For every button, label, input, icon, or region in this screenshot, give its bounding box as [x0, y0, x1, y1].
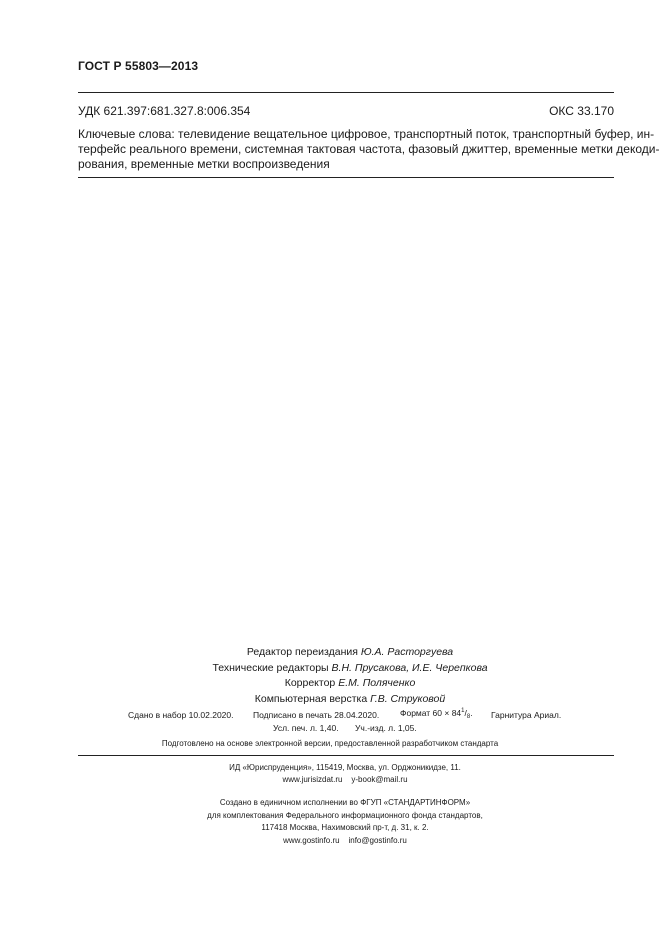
corrector-name: Е.М. Поляченко: [338, 677, 416, 689]
print-sheets: Усл. печ. л. 1,40.: [273, 723, 339, 733]
publisher-site[interactable]: www.jurisizdat.ru: [282, 775, 343, 784]
tech-editors-line: [150, 661, 550, 677]
oks-code: ОКС 33.170: [549, 104, 614, 118]
producer-address: 117418 Москва, Нахимовский пр-т, д. 31, к. 2.: [261, 823, 429, 832]
corrector-label: Корректор: [284, 677, 336, 689]
producer-block: [95, 797, 595, 847]
producer-line: Создано в единичном исполнении во ФГУП «СТАНДАРТИНФОРМ»: [219, 798, 471, 807]
keywords-line: рования, временные метки воспроизведения: [78, 157, 330, 171]
editor-label: Редактор переиздания: [246, 646, 358, 658]
credits-block: [150, 645, 550, 707]
layout-label: Компьютерная верстка: [254, 692, 368, 705]
keywords-line: Ключевые слова: телевидение вещательное цифровое, транспортный поток, транспортный буфер, ин-: [78, 127, 655, 141]
format-numerator: 1: [461, 708, 465, 714]
layout-line: [150, 692, 550, 708]
format-prefix: Формат 60 × 84: [400, 708, 462, 718]
layout-name: Г.В. Струковой: [370, 692, 446, 705]
keywords-block: [78, 127, 660, 172]
editor-name: Ю.А. Расторгуева: [360, 646, 454, 658]
standard-number: ГОСТ Р 55803—2013: [78, 59, 199, 73]
producer-site[interactable]: www.gostinfo.ru: [283, 835, 340, 845]
publisher-block: [95, 762, 595, 786]
imprint-divider: [78, 755, 614, 756]
publisher-address: ИД «Юриспруденция», 115419, Москва, ул. Орджоникидзе, 11.: [229, 763, 461, 772]
keywords-line: терфейс реального времени, системная тактовая частота, фазовый джиттер, временные метки декоди-: [78, 142, 660, 156]
typeface-info: Гарнитура Ариал.: [491, 710, 562, 720]
corrector-line: [150, 676, 550, 692]
signed-date: Подписано в печать 28.04.2020.: [253, 710, 380, 720]
udk-code: УДК 621.397:681.327.8:006.354: [78, 104, 251, 118]
editor-line: [150, 645, 550, 661]
print-format: Формат $60 \times 84^1/_8$.: [400, 708, 473, 720]
tech-editors-names: В.Н. Прусакова, И.Е. Черепкова: [331, 661, 488, 674]
tech-editors-label: Технические редакторы: [212, 661, 329, 674]
prepared-note: Подготовлено на основе электронной версии, предоставленной разработчиком стандарта: [161, 739, 499, 748]
format-suffix: .: [470, 708, 473, 718]
publisher-contacts: [95, 774, 595, 786]
header-divider: [78, 92, 614, 93]
producer-contacts: [95, 835, 595, 848]
keywords-divider: [78, 177, 614, 178]
publisher-email[interactable]: y-book@mail.ru: [351, 775, 408, 784]
format-denominator: 8: [466, 714, 471, 720]
producer-email[interactable]: info@gostinfo.ru: [348, 835, 407, 845]
producer-line: для комплектования Федерального информационного фонда стандартов,: [207, 810, 483, 820]
submitted-date: Сдано в набор 10.02.2020.: [128, 710, 234, 720]
publisher-sheets: Уч.-изд. л. 1,05.: [355, 723, 417, 733]
